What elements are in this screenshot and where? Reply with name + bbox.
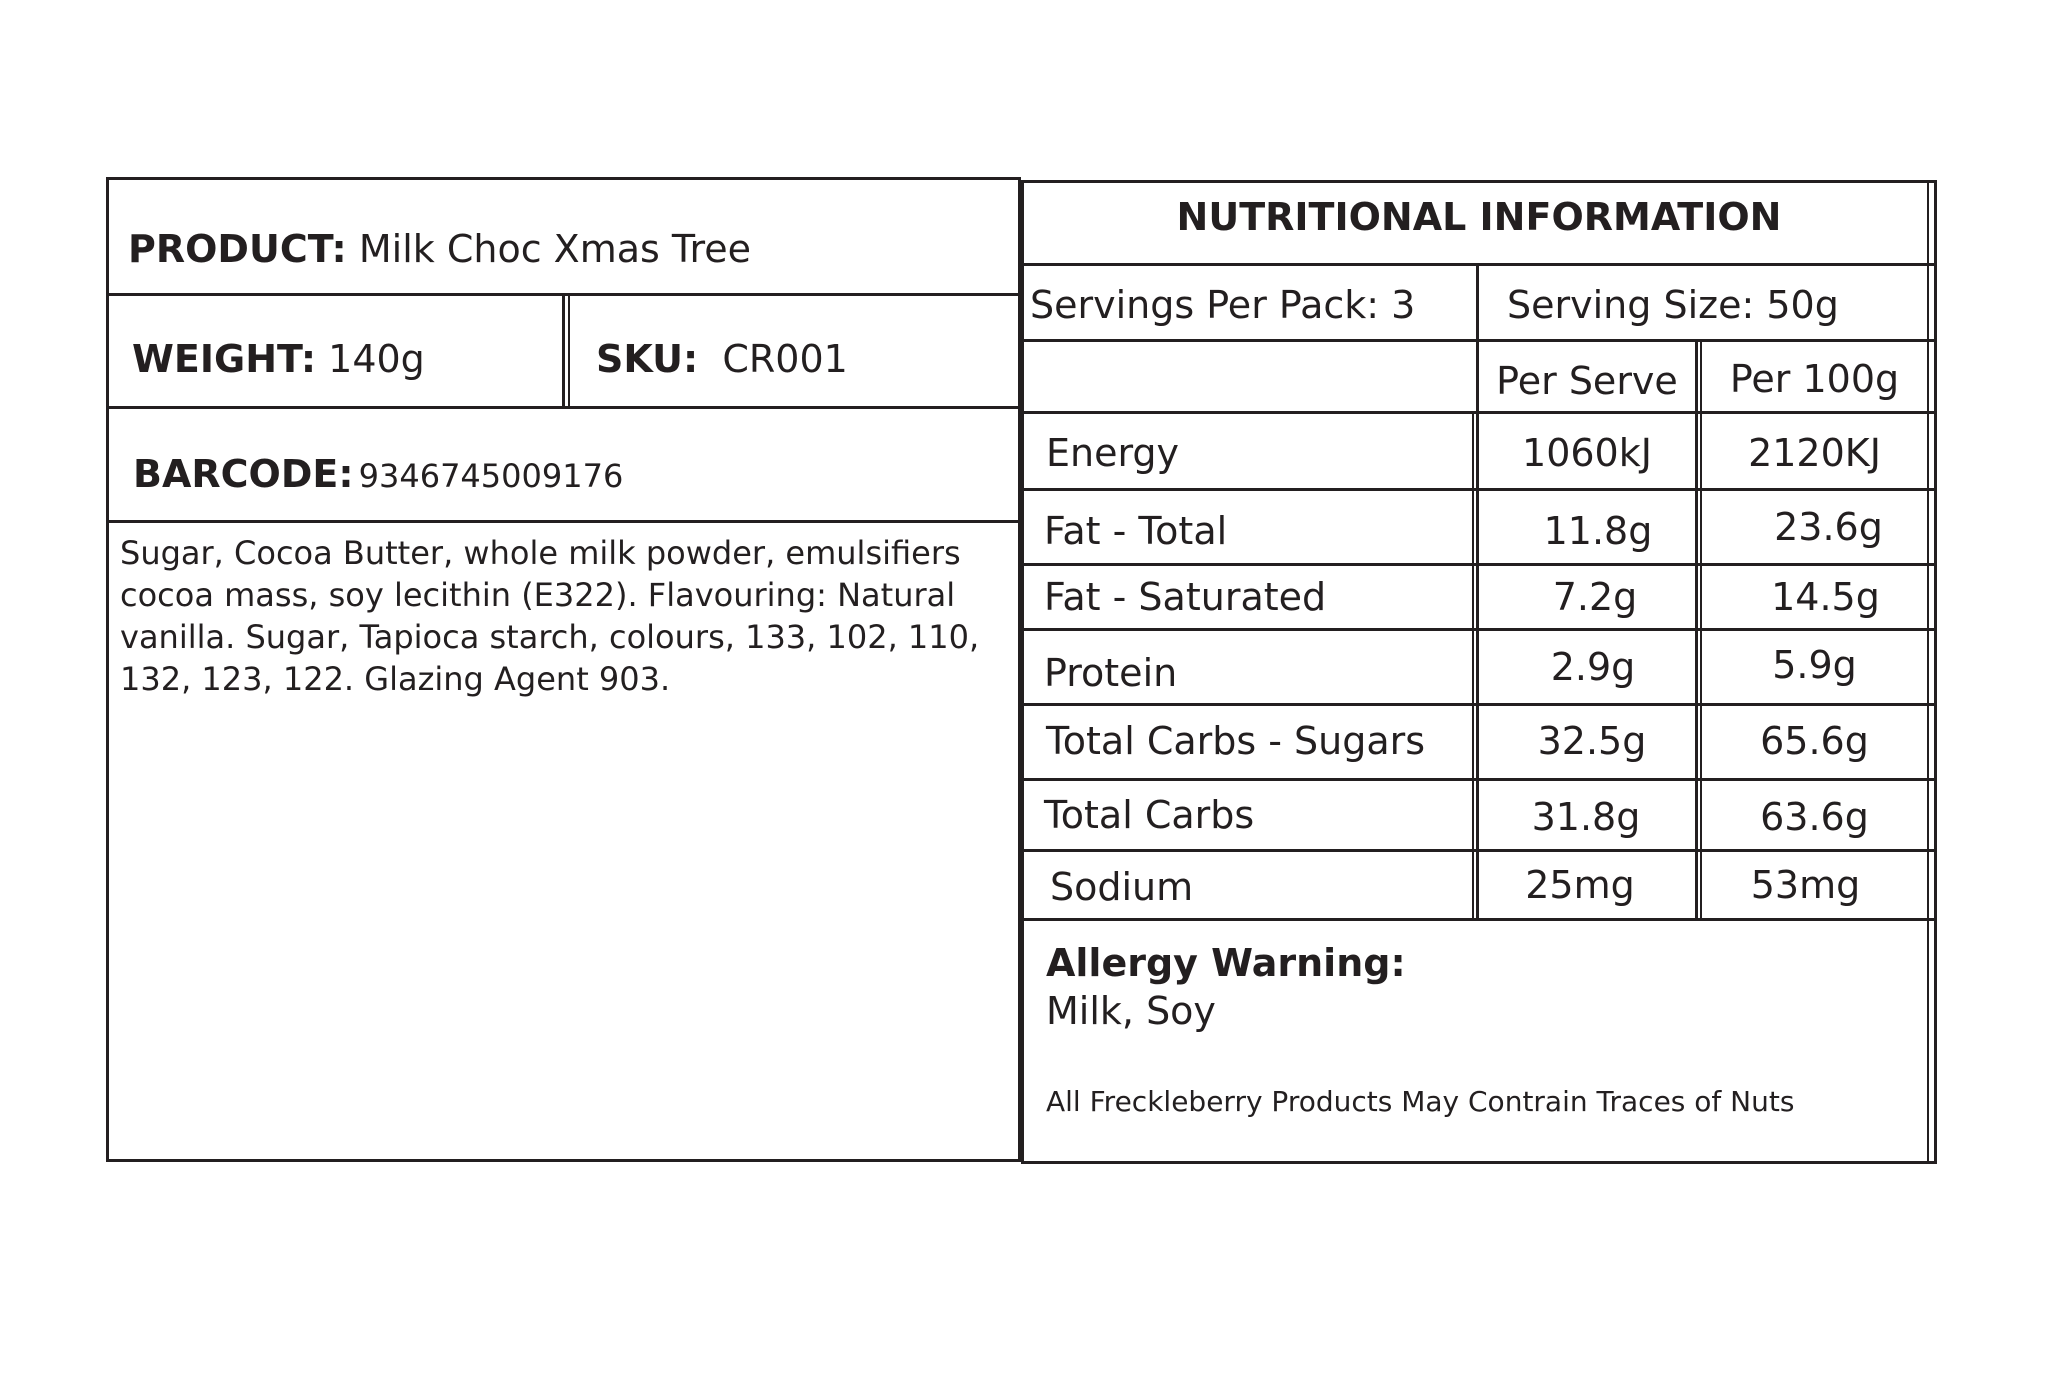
per-100g-value: 2120KJ <box>1748 431 1881 475</box>
per-serve-value: 7.2g <box>1552 575 1638 619</box>
product-label: PRODUCT: <box>128 227 347 271</box>
per-serve-value: 2.9g <box>1550 645 1636 689</box>
divider <box>568 293 570 407</box>
divider <box>1021 339 1937 342</box>
per-serve-value: 25mg <box>1525 863 1635 907</box>
column-header-per-100g: Per 100g <box>1729 357 1900 401</box>
per-100g-value: 5.9g <box>1772 643 1857 687</box>
per-serve-value: 11.8g <box>1543 509 1653 553</box>
divider <box>562 293 565 407</box>
serving-size: Serving Size: 50g <box>1507 283 1839 327</box>
weight-label: WEIGHT: <box>132 337 317 381</box>
divider <box>1695 339 1698 918</box>
divider <box>1021 563 1937 566</box>
divider <box>1927 180 1929 1164</box>
per-serve-value: 31.8g <box>1531 795 1641 839</box>
divider <box>1021 488 1937 491</box>
per-100g-value: 63.6g <box>1760 795 1869 839</box>
per-serve-value: 32.5g <box>1537 719 1647 763</box>
allergy-title: Allergy Warning: <box>1046 941 1406 985</box>
divider <box>1021 628 1937 631</box>
barcode-row <box>133 452 624 496</box>
divider <box>1021 849 1937 852</box>
allergy-note: All Freckleberry Products May Contrain Traces of Nuts <box>1046 1085 1795 1118</box>
divider <box>1021 703 1937 706</box>
divider <box>1021 918 1937 921</box>
divider <box>106 520 1021 523</box>
barcode-label: BARCODE: <box>133 452 354 496</box>
ingredients-text: Sugar, Cocoa Butter, whole milk powder, emulsifiers cocoa mass, soy lecithin (E322). Flavouring: Natural vanilla. Sugar, Tapioca starch, colours, 133, 102, 110, 132, 123, 122. Glazing Agent 903. <box>120 534 980 698</box>
sku-value: CR001 <box>722 337 848 381</box>
weight-row <box>132 337 425 381</box>
weight-value: 140g <box>328 337 425 381</box>
column-header-per-serve: Per Serve <box>1496 359 1678 403</box>
nutrient-name: Total Carbs - Sugars <box>1046 719 1426 763</box>
nutrition-title: NUTRITIONAL INFORMATION <box>1176 195 1782 239</box>
per-100g-value: 23.6g <box>1774 505 1883 549</box>
divider <box>1021 263 1937 266</box>
divider <box>1021 411 1937 414</box>
nutrient-name: Protein <box>1044 651 1178 695</box>
per-100g-value: 14.5g <box>1771 575 1880 619</box>
allergy-items: Milk, Soy <box>1046 989 1216 1033</box>
product-value: Milk Choc Xmas Tree <box>358 227 752 271</box>
nutrient-name: Energy <box>1046 431 1180 475</box>
servings-per-pack: Servings Per Pack: 3 <box>1030 283 1416 327</box>
per-100g-value: 65.6g <box>1760 719 1869 763</box>
per-100g-value: 53mg <box>1750 863 1861 907</box>
nutrient-name: Sodium <box>1050 865 1194 909</box>
product-row <box>128 227 752 271</box>
sku-label: SKU: <box>596 337 699 381</box>
sku-row <box>596 337 848 381</box>
divider <box>1021 778 1937 781</box>
per-serve-value: 1060kJ <box>1522 431 1652 475</box>
nutrient-name: Fat - Saturated <box>1044 575 1327 619</box>
divider <box>1472 411 1474 918</box>
nutrient-name: Total Carbs <box>1044 793 1255 837</box>
barcode-value: 9346745009176 <box>358 457 624 495</box>
nutrient-name: Fat - Total <box>1044 509 1228 553</box>
